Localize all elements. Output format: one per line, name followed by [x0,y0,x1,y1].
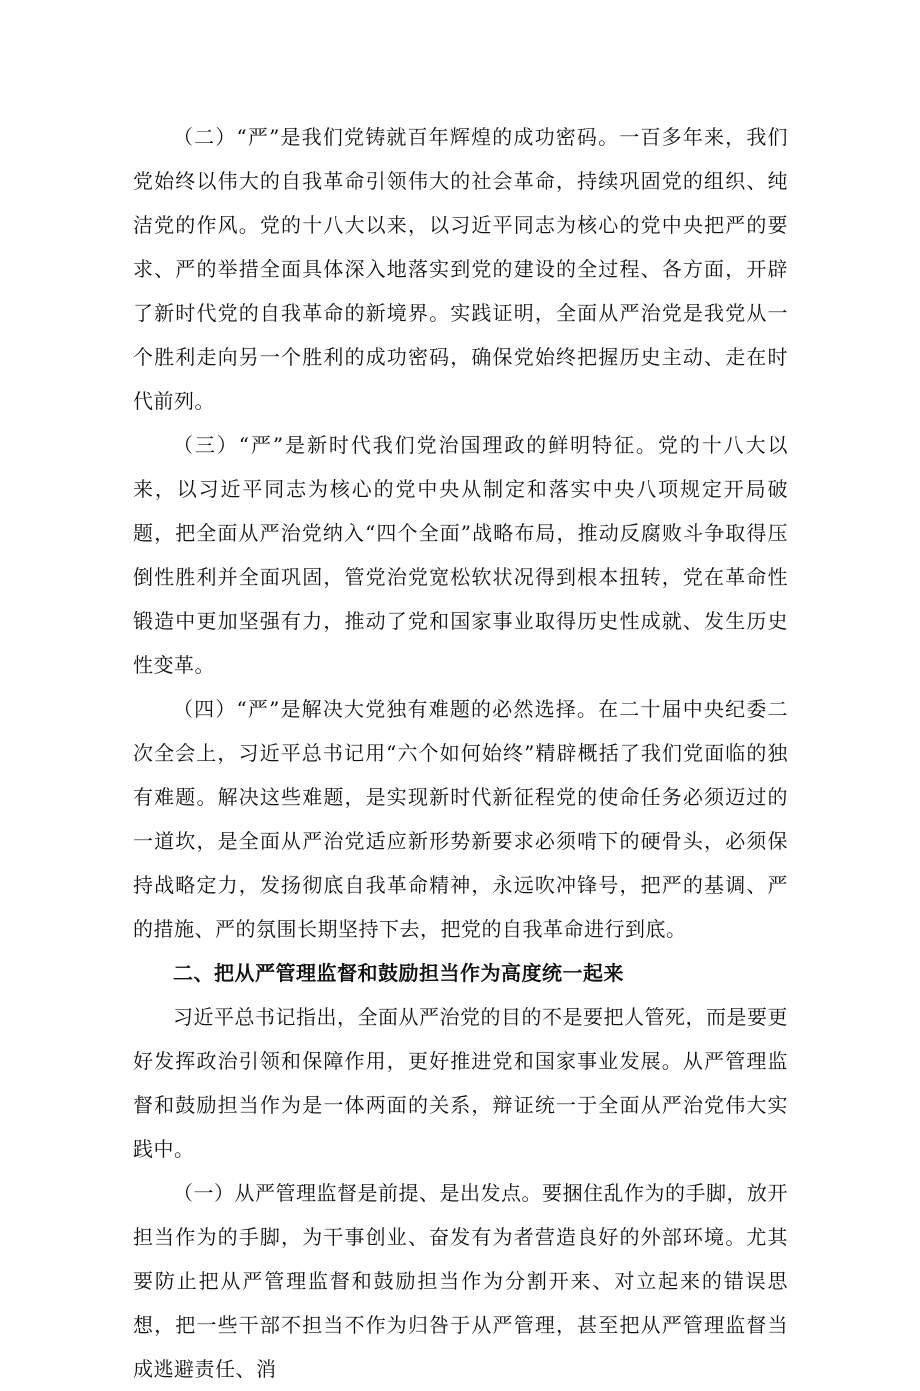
paragraph-2-yan-success-code: （二）“严”是我们党铸就百年辉煌的成功密码。一百多年来，我们党始终以伟大的自我革命引领伟大的社会革命，持续巩固党的组织、纯洁党的作风。党的十八大以来，以习近平同志为核心的党中央把严的要求、严的举措全面具体深入地落实到党的建设的全过程、各方面，开辟了新时代党的自我革命的新境界。实践证明，全面从严治党是我党从一个胜利走向另一个胜利的成功密码，确保党始终把握历史主动、走在时代前列。 [133,125,788,413]
paragraph-4-yan-unique-challenges: （四）“严”是解决大党独有难题的必然选择。在二十届中央纪委二次全会上，习近平总书记用“六个如何始终”精辟概括了我们党面临的独有难题。解决这些难题，是实现新时代新征程党的使命任务必须迈过的一道坎，是全面从严治党适应新形势新要求必须啃下的硬骨头，必须保持战略定力，发扬彻底自我革命精神，永远吹冲锋号，把严的基调、严的措施、严的氛围长期坚持下去，把党的自我革命进行到底。 [133,697,788,941]
paragraph-3-yan-governance-feature: （三）“严”是新时代我们党治国理政的鲜明特征。党的十八大以来，以习近平同志为核心的党中央从制定和落实中央八项规定开局破题，把全面从严治党纳入“四个全面”战略布局，推动反腐败斗争取得压倒性胜利并全面巩固，管党治党宽松软状况得到根本扭转，党在革命性锻造中更加坚强有力，推动了党和国家事业取得历史性成就、发生历史性变革。 [133,433,788,677]
document-body [133,115,788,1391]
section-heading-2: 二、把从严管理监督和鼓励担当作为高度统一起来 [173,961,624,985]
paragraph-section-2-intro: 习近平总书记指出，全面从严治党的目的不是要把人管死，而是要更好发挥政治引领和保障作用，更好推进党和国家事业发展。从严管理监督和鼓励担当作为是一体两面的关系，辩证统一于全面从严治党伟大实践中。 [133,1005,788,1161]
paragraph-section-2-point-1: （一）从严管理监督是前提、是出发点。要捆住乱作为的手脚，放开担当作为的手脚，为干事创业、奋发有为者营造良好的外部环境。尤其要防止把从严管理监督和鼓励担当作为分割开来、对立起来的错误思想，把一些干部不担当不作为归咎于从严管理，甚至把从严管理监督当成逃避责任、消 [133,1181,788,1381]
